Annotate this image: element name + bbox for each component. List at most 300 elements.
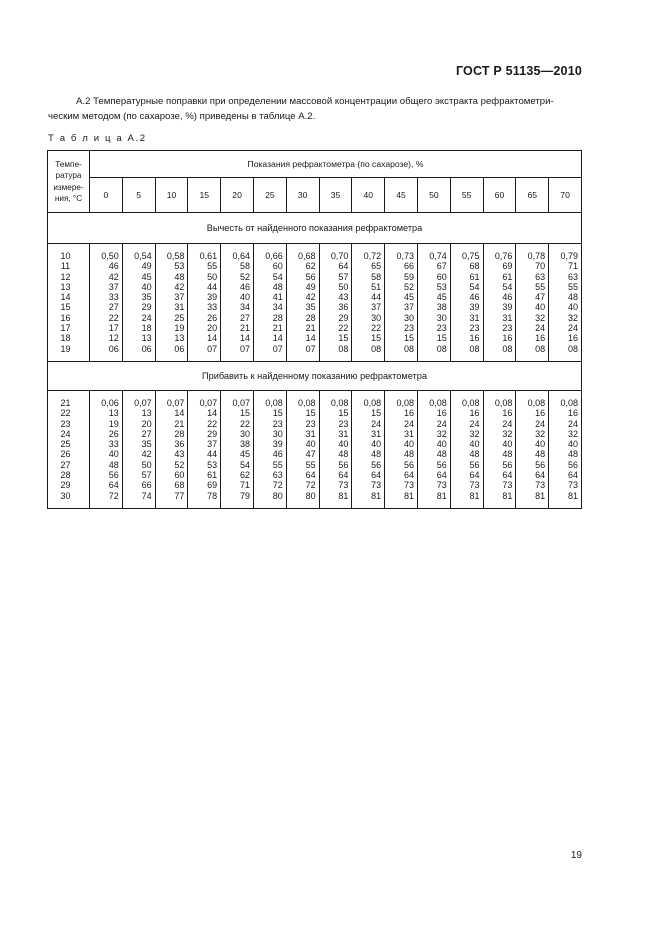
correction-value: 32	[535, 428, 546, 439]
correction-value: 0,08	[265, 397, 283, 408]
correction-value: 27	[239, 312, 250, 323]
correction-value: 62	[239, 470, 250, 481]
correction-value: 73	[502, 480, 513, 491]
correction-value: 73	[371, 480, 382, 491]
correction-value: 69	[207, 480, 218, 491]
correction-value: 49	[305, 281, 316, 292]
correction-value: 40	[141, 281, 152, 292]
correction-value: 23	[502, 323, 513, 334]
table-header-row	[48, 151, 582, 178]
correction-value: 64	[469, 470, 480, 481]
column-header: 0	[90, 178, 123, 213]
correction-value: 0,66	[265, 251, 283, 261]
table-columns-row	[48, 178, 582, 213]
correction-value: 40	[436, 439, 447, 450]
correction-value: 60	[174, 470, 185, 481]
column-header: 5	[122, 178, 155, 213]
correction-value: 13	[108, 408, 119, 419]
temperature-value: 27	[60, 459, 71, 470]
correction-values	[549, 390, 582, 508]
correction-value: 21	[239, 323, 250, 334]
correction-value: 29	[338, 312, 349, 323]
temperature-values	[48, 244, 90, 362]
correction-value: 16	[535, 408, 546, 419]
correction-value: 35	[141, 292, 152, 303]
correction-value: 81	[567, 490, 578, 501]
correction-value: 33	[207, 302, 218, 313]
correction-value: 26	[207, 312, 218, 323]
correction-value: 73	[436, 480, 447, 491]
correction-value: 64	[338, 261, 349, 272]
correction-values	[450, 390, 483, 508]
correction-value: 56	[305, 271, 316, 282]
correction-value: 14	[305, 333, 316, 344]
correction-value: 13	[174, 333, 185, 344]
correction-value: 0,58	[166, 251, 185, 261]
correction-value: 0,07	[232, 397, 250, 408]
temperature-value: 19	[60, 343, 71, 354]
correction-values	[221, 390, 254, 508]
correction-value: 72	[305, 480, 316, 491]
correction-value: 29	[207, 428, 218, 439]
correction-value: 81	[469, 490, 480, 501]
correction-value: 50	[207, 271, 218, 282]
correction-value: 56	[469, 459, 480, 470]
correction-value: 0,07	[166, 397, 185, 408]
correction-value: 63	[272, 470, 283, 481]
correction-value: 08	[469, 343, 480, 354]
temperature-header-line: ния, °С	[54, 194, 83, 203]
correction-value: 50	[338, 281, 349, 292]
correction-value: 32	[535, 312, 546, 323]
correction-value: 0,07	[199, 397, 218, 408]
correction-value: 60	[272, 261, 283, 272]
correction-value: 0,08	[363, 397, 382, 408]
correction-value: 35	[305, 302, 316, 313]
correction-value: 53	[207, 459, 218, 470]
correction-table	[47, 150, 582, 509]
correction-value: 27	[141, 428, 152, 439]
correction-value: 37	[371, 302, 382, 313]
correction-value: 29	[141, 302, 152, 313]
correction-value: 43	[338, 292, 349, 303]
paragraph-a2	[48, 94, 583, 124]
correction-value: 65	[371, 261, 382, 272]
correction-value: 40	[502, 439, 513, 450]
correction-value: 15	[338, 408, 349, 419]
correction-value: 0,64	[232, 251, 250, 261]
correction-value: 20	[141, 418, 152, 429]
correction-value: 28	[174, 428, 185, 439]
correction-value: 42	[305, 292, 316, 303]
correction-value: 58	[239, 261, 250, 272]
correction-value: 31	[371, 428, 382, 439]
correction-value: 56	[535, 459, 546, 470]
correction-value: 15	[403, 333, 414, 344]
temperature-value: 13	[60, 281, 71, 292]
correction-value: 16	[469, 333, 480, 344]
column-header: 30	[286, 178, 319, 213]
correction-value: 56	[108, 470, 119, 481]
correction-value: 81	[338, 490, 349, 501]
correction-value: 51	[371, 281, 382, 292]
correction-value: 16	[567, 408, 578, 419]
correction-value: 58	[371, 271, 382, 282]
correction-value: 30	[272, 428, 283, 439]
column-header: 20	[221, 178, 254, 213]
correction-value: 32	[436, 428, 447, 439]
correction-value: 0,08	[462, 397, 480, 408]
correction-value: 48	[567, 449, 578, 460]
correction-value: 08	[535, 343, 546, 354]
temperature-header-line: измере-	[53, 182, 84, 192]
correction-value: 30	[371, 312, 382, 323]
correction-value: 56	[403, 459, 414, 470]
correction-value: 48	[535, 449, 546, 460]
correction-value: 32	[469, 428, 480, 439]
correction-value: 49	[141, 261, 152, 272]
correction-values	[155, 390, 188, 508]
correction-value: 38	[239, 439, 250, 450]
correction-value: 16	[502, 408, 513, 419]
correction-value: 55	[272, 459, 283, 470]
correction-value: 59	[403, 271, 414, 282]
correction-value: 16	[436, 408, 447, 419]
correction-values	[516, 390, 549, 508]
correction-values	[122, 390, 155, 508]
correction-value: 66	[403, 261, 414, 272]
correction-value: 30	[403, 312, 414, 323]
correction-value: 73	[403, 480, 414, 491]
correction-value: 68	[469, 261, 480, 272]
correction-value: 55	[535, 281, 546, 292]
correction-value: 34	[239, 302, 250, 313]
correction-value: 16	[403, 408, 414, 419]
refractometer-header: Показания рефрактометра (по сахарозе), %	[90, 151, 582, 178]
temperature-value: 17	[60, 323, 71, 334]
correction-value: 31	[174, 302, 185, 313]
correction-value: 80	[305, 490, 316, 501]
correction-value: 24	[436, 418, 447, 429]
correction-value: 63	[567, 271, 578, 282]
correction-value: 57	[141, 470, 152, 481]
correction-value: 40	[535, 302, 546, 313]
correction-value: 26	[108, 428, 119, 439]
correction-value: 0,08	[494, 397, 513, 408]
correction-value: 71	[567, 261, 578, 272]
correction-value: 15	[436, 333, 447, 344]
correction-value: 50	[141, 459, 152, 470]
temperature-header-line: ратура	[55, 171, 82, 180]
correction-value: 40	[108, 449, 119, 460]
correction-value: 46	[272, 449, 283, 460]
correction-value: 64	[436, 470, 447, 481]
correction-value: 48	[371, 449, 382, 460]
correction-value: 37	[108, 281, 119, 292]
correction-value: 28	[305, 312, 316, 323]
correction-value: 81	[403, 490, 414, 501]
correction-values	[385, 390, 418, 508]
table-caption: Т а б л и ц а А.2	[48, 133, 147, 144]
temperature-value: 23	[60, 418, 71, 429]
correction-value: 42	[174, 281, 185, 292]
correction-value: 21	[174, 418, 185, 429]
data-block-row	[48, 390, 582, 508]
correction-values	[188, 244, 221, 362]
correction-value: 48	[436, 449, 447, 460]
correction-value: 66	[141, 480, 152, 491]
correction-value: 44	[207, 449, 218, 460]
correction-value: 0,73	[396, 251, 414, 261]
correction-value: 28	[272, 312, 283, 323]
correction-value: 64	[502, 470, 513, 481]
correction-value: 20	[207, 323, 218, 334]
correction-value: 71	[239, 480, 250, 491]
correction-values	[90, 244, 123, 362]
correction-value: 46	[502, 292, 513, 303]
correction-value: 73	[535, 480, 546, 491]
correction-value: 56	[502, 459, 513, 470]
correction-value: 23	[403, 323, 414, 334]
correction-value: 25	[174, 312, 185, 323]
temperature-value: 10	[60, 251, 71, 261]
correction-value: 07	[305, 343, 316, 354]
correction-value: 0,79	[560, 251, 578, 261]
correction-value: 54	[239, 459, 250, 470]
correction-value: 48	[567, 292, 578, 303]
correction-value: 69	[502, 261, 513, 272]
correction-value: 42	[141, 449, 152, 460]
correction-value: 37	[174, 292, 185, 303]
correction-value: 80	[272, 490, 283, 501]
correction-value: 78	[207, 490, 218, 501]
correction-value: 70	[535, 261, 546, 272]
correction-values	[549, 244, 582, 362]
correction-value: 31	[469, 312, 480, 323]
correction-value: 15	[305, 408, 316, 419]
correction-value: 32	[502, 428, 513, 439]
correction-value: 81	[502, 490, 513, 501]
correction-value: 0,75	[462, 251, 480, 261]
correction-value: 45	[436, 292, 447, 303]
correction-value: 57	[338, 271, 349, 282]
temperature-value: 18	[60, 333, 71, 344]
column-header: 50	[417, 178, 450, 213]
correction-value: 53	[174, 261, 185, 272]
correction-value: 0,76	[494, 251, 513, 261]
correction-value: 07	[272, 343, 283, 354]
correction-value: 07	[207, 343, 218, 354]
correction-value: 81	[371, 490, 382, 501]
temperature-value: 22	[60, 408, 71, 419]
correction-value: 64	[108, 480, 119, 491]
correction-value: 12	[108, 333, 119, 344]
correction-value: 33	[108, 292, 119, 303]
correction-value: 48	[338, 449, 349, 460]
correction-value: 63	[535, 271, 546, 282]
correction-values	[352, 390, 385, 508]
correction-value: 15	[371, 333, 382, 344]
correction-value: 73	[338, 480, 349, 491]
correction-values	[90, 390, 123, 508]
correction-value: 61	[469, 271, 480, 282]
correction-value: 34	[272, 302, 283, 313]
correction-values	[122, 244, 155, 362]
correction-value: 24	[403, 418, 414, 429]
correction-value: 24	[469, 418, 480, 429]
correction-value: 42	[108, 271, 119, 282]
correction-value: 39	[207, 292, 218, 303]
correction-value: 62	[305, 261, 316, 272]
correction-value: 38	[436, 302, 447, 313]
correction-value: 48	[174, 271, 185, 282]
correction-value: 23	[436, 323, 447, 334]
correction-value: 0,08	[560, 397, 578, 408]
correction-value: 32	[567, 428, 578, 439]
paragraph-line-2: ческим методом (по сахарозе, %) приведены в таблице А.2.	[48, 111, 316, 122]
temperature-value: 28	[60, 470, 71, 481]
correction-value: 79	[239, 490, 250, 501]
correction-value: 40	[403, 439, 414, 450]
correction-values	[417, 244, 450, 362]
correction-value: 36	[174, 439, 185, 450]
correction-value: 72	[108, 490, 119, 501]
correction-value: 39	[272, 439, 283, 450]
correction-value: 54	[469, 281, 480, 292]
correction-value: 37	[207, 439, 218, 450]
correction-value: 06	[174, 343, 185, 354]
correction-value: 0,61	[199, 251, 218, 261]
correction-value: 08	[403, 343, 414, 354]
correction-value: 14	[207, 333, 218, 344]
correction-value: 60	[436, 271, 447, 282]
correction-value: 52	[239, 271, 250, 282]
correction-value: 81	[535, 490, 546, 501]
correction-value: 0,06	[101, 397, 119, 408]
correction-value: 54	[272, 271, 283, 282]
correction-value: 16	[535, 333, 546, 344]
correction-value: 53	[436, 281, 447, 292]
correction-values	[253, 244, 286, 362]
correction-value: 68	[174, 480, 185, 491]
correction-value: 48	[502, 449, 513, 460]
correction-value: 40	[567, 302, 578, 313]
correction-value: 15	[239, 408, 250, 419]
correction-value: 31	[403, 428, 414, 439]
correction-values	[483, 390, 516, 508]
correction-value: 37	[403, 302, 414, 313]
correction-value: 73	[567, 480, 578, 491]
correction-value: 35	[141, 439, 152, 450]
column-header: 45	[385, 178, 418, 213]
correction-value: 22	[108, 312, 119, 323]
column-header: 15	[188, 178, 221, 213]
correction-value: 13	[141, 333, 152, 344]
correction-value: 0,74	[429, 251, 447, 261]
correction-value: 52	[403, 281, 414, 292]
section-title-row	[48, 213, 582, 244]
correction-value: 14	[207, 408, 218, 419]
correction-value: 40	[305, 439, 316, 450]
temperature-header	[48, 151, 90, 213]
correction-value: 18	[141, 323, 152, 334]
correction-value: 0,08	[396, 397, 414, 408]
temperature-value: 11	[60, 261, 71, 272]
correction-values	[385, 244, 418, 362]
correction-value: 72	[272, 480, 283, 491]
correction-value: 22	[371, 323, 382, 334]
correction-value: 36	[338, 302, 349, 313]
temperature-value: 21	[60, 397, 71, 408]
correction-value: 52	[174, 459, 185, 470]
correction-value: 48	[108, 459, 119, 470]
correction-values	[352, 244, 385, 362]
correction-value: 46	[469, 292, 480, 303]
correction-value: 61	[502, 271, 513, 282]
correction-value: 46	[239, 281, 250, 292]
correction-value: 32	[567, 312, 578, 323]
correction-value: 23	[272, 418, 283, 429]
correction-value: 64	[371, 470, 382, 481]
correction-value: 08	[436, 343, 447, 354]
correction-value: 56	[567, 459, 578, 470]
correction-values	[417, 390, 450, 508]
correction-value: 24	[371, 418, 382, 429]
correction-value: 15	[272, 408, 283, 419]
correction-value: 16	[502, 333, 513, 344]
correction-value: 0,08	[429, 397, 447, 408]
correction-values	[155, 244, 188, 362]
temperature-values	[48, 390, 90, 508]
correction-value: 21	[272, 323, 283, 334]
correction-value: 43	[174, 449, 185, 460]
correction-value: 19	[108, 418, 119, 429]
correction-value: 45	[403, 292, 414, 303]
correction-value: 56	[371, 459, 382, 470]
correction-value: 64	[305, 470, 316, 481]
correction-value: 41	[272, 292, 283, 303]
correction-value: 24	[567, 323, 578, 334]
correction-value: 39	[502, 302, 513, 313]
correction-value: 31	[338, 428, 349, 439]
correction-value: 24	[567, 418, 578, 429]
temperature-value: 26	[60, 449, 71, 460]
correction-value: 15	[371, 408, 382, 419]
correction-value: 0,68	[298, 251, 316, 261]
correction-value: 54	[502, 281, 513, 292]
correction-value: 14	[272, 333, 283, 344]
correction-value: 08	[338, 343, 349, 354]
correction-value: 22	[207, 418, 218, 429]
correction-value: 16	[469, 408, 480, 419]
correction-value: 0,54	[134, 251, 152, 261]
correction-values	[286, 244, 319, 362]
correction-value: 64	[338, 470, 349, 481]
correction-values	[450, 244, 483, 362]
correction-value: 81	[436, 490, 447, 501]
correction-value: 0,08	[330, 397, 349, 408]
correction-value: 24	[535, 323, 546, 334]
correction-value: 48	[403, 449, 414, 460]
correction-value: 14	[239, 333, 250, 344]
column-header: 25	[253, 178, 286, 213]
correction-value: 0,70	[330, 251, 349, 261]
correction-value: 56	[338, 459, 349, 470]
correction-value: 0,50	[101, 251, 119, 261]
correction-value: 56	[436, 459, 447, 470]
temperature-value: 14	[60, 292, 71, 303]
correction-value: 24	[502, 418, 513, 429]
